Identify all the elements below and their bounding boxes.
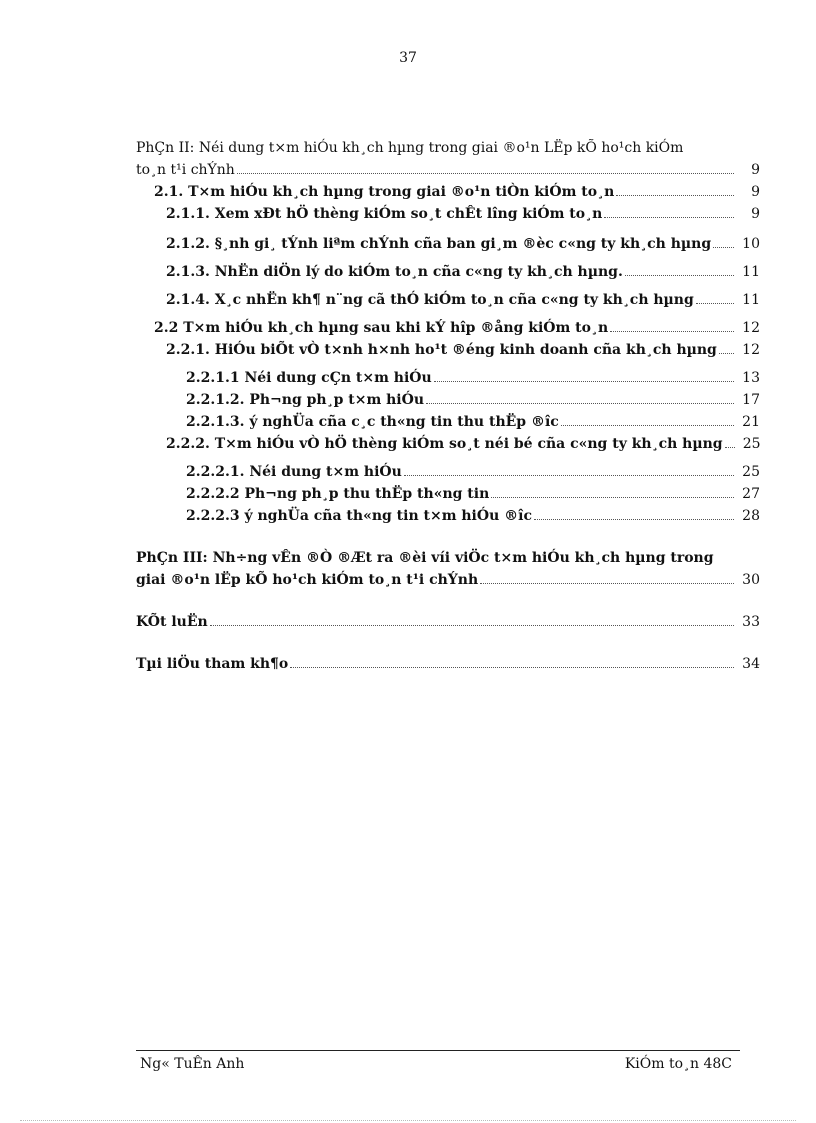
toc-entry[interactable]: [136, 136, 760, 156]
toc-entry-page: 9: [751, 184, 760, 200]
toc-entry-page: 28: [742, 508, 760, 524]
toc-entry[interactable]: [166, 338, 760, 358]
toc-entry-page: 21: [742, 414, 760, 430]
toc-entry-page: 10: [742, 236, 760, 252]
toc-entry-text: to¸n t¹i chÝnh: [136, 162, 235, 178]
footer-author: Ng« TuÊn Anh: [140, 1056, 245, 1072]
toc-entry-text: 2.1.1. Xem xÐt hÖ thèng kiÓm so¸t chÊt lîng kiÓm to¸n: [166, 206, 603, 222]
toc-entry-text: 2.1. T×m hiÓu kh¸ch hµng trong giai ®o¹n tiÒn kiÓm to¸n: [154, 184, 615, 200]
toc-entry-text: 2.2.2.1. Néi dung t×m hiÓu: [186, 464, 402, 480]
toc-entry-page: 17: [742, 392, 760, 408]
footer-divider: [136, 1050, 740, 1051]
toc-entry-page: 11: [742, 264, 760, 280]
toc-entry[interactable]: [154, 180, 760, 200]
toc-entry-text: 2.2 T×m hiÓu kh¸ch hµng sau khi kÝ hîp ®ång kiÓm to¸n: [154, 320, 609, 336]
toc-entry-page: 30: [742, 572, 760, 588]
toc-entry-page: 25: [742, 464, 760, 480]
toc-entry[interactable]: [136, 158, 760, 178]
toc-entry[interactable]: [186, 482, 760, 502]
toc-entry[interactable]: [166, 232, 760, 252]
toc-entry[interactable]: [186, 388, 760, 408]
toc-entry-page: 13: [742, 370, 760, 386]
toc-entry-page: 12: [742, 320, 760, 336]
toc-entry-text: 2.2.2.3 ý nghÜa cña th«ng tin t×m hiÓu ®îc: [186, 508, 532, 524]
toc-entry-text: 2.2.2.2 Ph¬ng ph¸p thu thËp th«ng tin: [186, 486, 490, 502]
toc-entry[interactable]: [136, 546, 760, 566]
toc-entry-text: 2.2.1. HiÓu biÕt vÒ t×nh h×nh ho¹t ®éng kinh doanh cña kh¸ch hµng: [166, 342, 717, 358]
toc-entry-page: 25: [742, 436, 761, 452]
toc-entry-text: 2.2.1.3. ý nghÜa cña c¸c th«ng tin thu thËp ®îc: [186, 414, 559, 430]
toc-entry[interactable]: [166, 288, 760, 308]
toc-entry-text: 2.2.1.1 Néi dung cÇn t×m hiÓu: [186, 370, 432, 386]
toc-entry-text: giai ®o¹n lËp kÕ ho¹ch kiÓm to¸n t¹i chÝnh: [136, 572, 479, 588]
toc-entry-text: KÕt luËn: [136, 614, 208, 630]
toc-entry[interactable]: [186, 504, 760, 524]
toc-entry-text: PhÇn III: Nh÷ng vÊn ®Ò ®Æt ra ®èi víi viÖc t×m hiÓu kh¸ch hµng trong: [136, 550, 714, 566]
page-bottom-divider: [20, 1120, 796, 1121]
toc-entry[interactable]: [166, 432, 760, 452]
toc-entry[interactable]: [186, 460, 760, 480]
toc-entry-text: 2.2.1.2. Ph¬ng ph¸p t×m hiÓu: [186, 392, 424, 408]
footer-class: KiÓm to¸n 48C: [624, 1056, 732, 1072]
toc-entry[interactable]: [186, 366, 760, 386]
toc-entry-page: 12: [742, 342, 760, 358]
toc-entry-text: PhÇn II: Néi dung t×m hiÓu kh¸ch hµng trong giai ®o¹n LËp kÕ ho¹ch kiÓm: [136, 140, 684, 156]
toc-entry[interactable]: [136, 568, 760, 588]
toc-entry-page: 34: [742, 656, 760, 672]
toc-entry-page: 27: [742, 486, 760, 502]
toc-entry[interactable]: [136, 652, 760, 672]
toc-entry-page: 9: [751, 162, 760, 178]
toc-entry-page: 33: [742, 614, 760, 630]
toc-entry[interactable]: [186, 410, 760, 430]
toc-entry-page: 9: [751, 206, 760, 222]
page-number: 37: [399, 50, 417, 66]
toc-entry-text: 2.2.2. T×m hiÓu vÒ hÖ thèng kiÓm so¸t néi bé cña c«ng ty kh¸ch hµng: [166, 436, 723, 452]
toc-entry-text: Tµi liÖu tham kh¶o: [136, 656, 289, 672]
toc-entry[interactable]: [166, 202, 760, 222]
toc-entry-text: 2.1.2. §¸nh gi¸ tÝnh liªm chÝnh cña ban gi¸m ®èc c«ng ty kh¸ch hµng: [166, 236, 712, 252]
toc-entry-text: 2.1.4. X¸c nhËn kh¶ n¨ng cã thÓ kiÓm to¸n cña c«ng ty kh¸ch hµng: [166, 292, 694, 308]
toc-entry-text: 2.1.3. NhËn diÖn lý do kiÓm to¸n cña c«ng ty kh¸ch hµng.: [166, 264, 623, 280]
toc-entry[interactable]: [154, 316, 760, 336]
toc-entry[interactable]: [166, 260, 760, 280]
toc-entry[interactable]: [136, 610, 760, 630]
toc-entry-page: 11: [742, 292, 760, 308]
